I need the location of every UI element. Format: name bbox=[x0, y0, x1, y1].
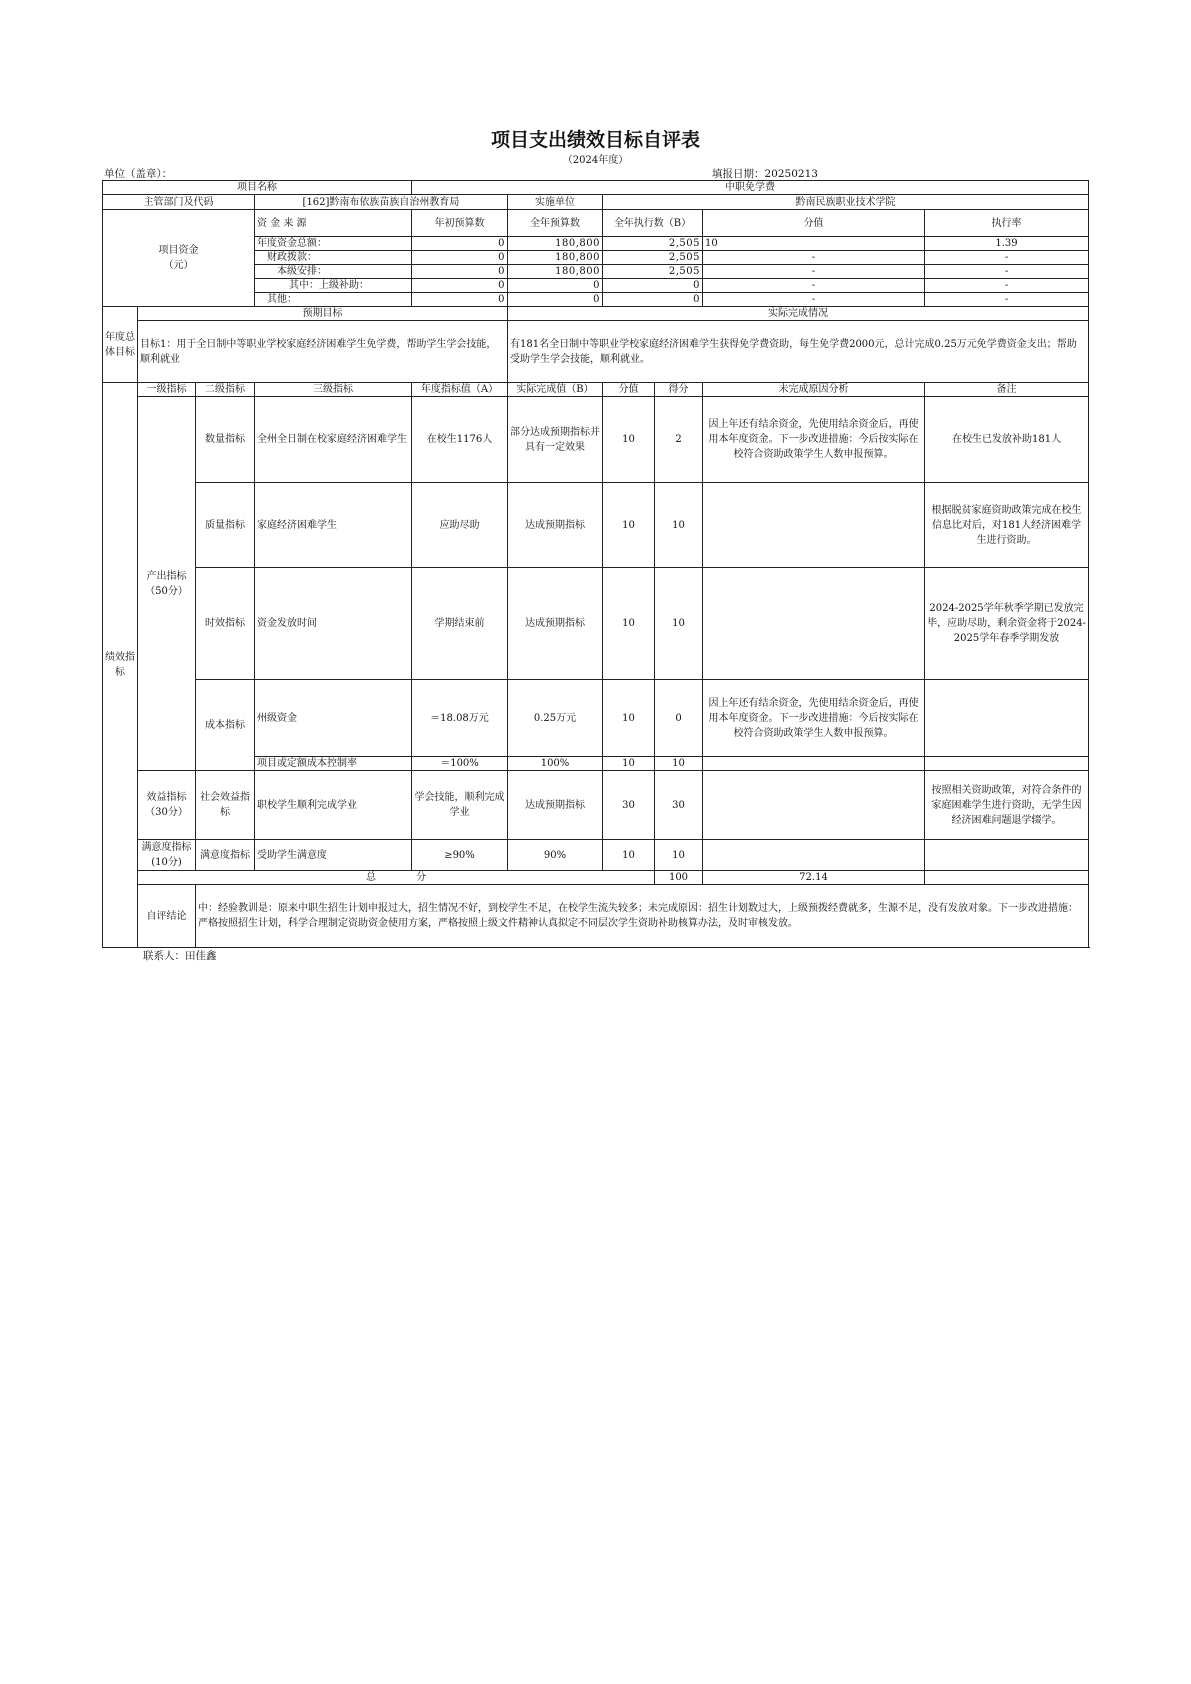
fund-executed: 2,505 bbox=[603, 265, 703, 279]
indicator-score: 10 bbox=[655, 757, 703, 771]
fund-score-value: - bbox=[703, 251, 925, 265]
impl-value: 黔南民族职业技术学院 bbox=[603, 195, 1089, 210]
fund-source: 其中：上级补助： bbox=[255, 279, 412, 293]
fund-initial: 0 bbox=[412, 293, 508, 307]
indicator-target: 在校生1176人 bbox=[412, 397, 508, 483]
fund-rate: - bbox=[925, 251, 1089, 265]
indicator-level2: 数量指标 bbox=[196, 397, 255, 483]
indicator-score: 2 bbox=[655, 397, 703, 483]
indicator-level2: 成本指标 bbox=[196, 680, 255, 771]
indicator-reason: 因上年还有结余资金，先使用结余资金后，再使用本年度资金。下一步改进措施：今后按实际在校符合资助政策学生人数申报预算。 bbox=[703, 680, 925, 757]
fund-source: 年度资金总额： bbox=[255, 237, 412, 251]
report-year: （2024年度） bbox=[562, 155, 629, 166]
indicator-target: ＝100% bbox=[412, 757, 508, 771]
benefit-indicator-label: 效益指标（30分） bbox=[138, 771, 196, 840]
fund-score-value: 10 bbox=[703, 237, 925, 251]
fund-score-value: - bbox=[703, 279, 925, 293]
indicator-level3: 家庭经济困难学生 bbox=[255, 483, 412, 568]
indicator-level3: 州级资金 bbox=[255, 680, 412, 757]
indicator-actual: 达成预期指标 bbox=[508, 568, 603, 680]
indicator-note bbox=[925, 840, 1089, 871]
indicator-actual: 达成预期指标 bbox=[508, 771, 603, 840]
indicator-note bbox=[925, 757, 1089, 771]
dept-value: [162]黔南布依族苗族自治州教育局 bbox=[255, 195, 508, 210]
total-reason-empty bbox=[925, 871, 1089, 885]
indicator-reason bbox=[703, 483, 925, 568]
indicator-note: 在校生已发放补助181人 bbox=[925, 397, 1089, 483]
annual-goal-label: 年度总体目标 bbox=[103, 307, 138, 383]
performance-table bbox=[102, 180, 1089, 948]
indicator-reason bbox=[703, 840, 925, 871]
indicator-score-value: 10 bbox=[603, 568, 655, 680]
indicator-level3: 全州全日制在校家庭经济困难学生 bbox=[255, 397, 412, 483]
indicator-note: 根据脱贫家庭资助政策完成在校生信息比对后，对181人经济困难学生进行资助。 bbox=[925, 483, 1089, 568]
indicator-actual: 0.25万元 bbox=[508, 680, 603, 757]
fund-source: 财政拨款： bbox=[255, 251, 412, 265]
indicator-level2: 满意度指标 bbox=[196, 840, 255, 871]
fund-rate: - bbox=[925, 265, 1089, 279]
indicator-reason bbox=[703, 771, 925, 840]
expected-goal-text: 目标1：用于全日制中等职业学校家庭经济困难学生免学费，帮助学生学会技能，顺利就业 bbox=[138, 321, 508, 383]
fund-executed: 2,505 bbox=[603, 237, 703, 251]
funds-header-initial: 年初预算数 bbox=[412, 210, 508, 237]
dept-label: 主管部门及代码 bbox=[103, 195, 255, 210]
contact-person: 联系人：田佳鑫 bbox=[143, 950, 217, 962]
indicator-note bbox=[925, 680, 1089, 757]
total-score: 72.14 bbox=[703, 871, 925, 885]
fund-source: 本级安排： bbox=[255, 265, 412, 279]
indicator-level3: 职校学生顺利完成学业 bbox=[255, 771, 412, 840]
indicator-target: ＝18.08万元 bbox=[412, 680, 508, 757]
indicator-header: 一级指标 bbox=[138, 383, 196, 397]
fund-rate: - bbox=[925, 293, 1089, 307]
indicator-note: 2024-2025学年秋季学期已发放完毕，应助尽助，剩余资金将于2024-2025学年春季学期发放 bbox=[925, 568, 1089, 680]
indicator-reason bbox=[703, 568, 925, 680]
conclusion-label: 自评结论 bbox=[138, 885, 196, 948]
funds-header-rate: 执行率 bbox=[925, 210, 1089, 237]
indicator-header: 三级指标 bbox=[255, 383, 412, 397]
fund-executed: 0 bbox=[603, 293, 703, 307]
indicator-header: 年度指标值（A） bbox=[412, 383, 508, 397]
indicator-header: 备注 bbox=[925, 383, 1089, 397]
indicator-level2: 社会效益指标 bbox=[196, 771, 255, 840]
indicator-reason bbox=[703, 757, 925, 771]
total-value: 100 bbox=[655, 871, 703, 885]
fill-date: 填报日期：20250213 bbox=[712, 168, 818, 180]
fund-annual: 180,800 bbox=[508, 265, 603, 279]
indicator-level3: 项目或定额成本控制率 bbox=[255, 757, 412, 771]
indicator-score: 0 bbox=[655, 680, 703, 757]
indicator-section-label: 绩效指标 bbox=[103, 383, 138, 948]
indicator-actual: 100% bbox=[508, 757, 603, 771]
indicator-level2: 质量指标 bbox=[196, 483, 255, 568]
fund-score-value: - bbox=[703, 265, 925, 279]
indicator-header: 得分 bbox=[655, 383, 703, 397]
indicator-score: 10 bbox=[655, 840, 703, 871]
indicator-score-value: 10 bbox=[603, 397, 655, 483]
indicator-score-value: 10 bbox=[603, 757, 655, 771]
satisfaction-indicator-label: 满意度指标(10分) bbox=[138, 840, 196, 871]
indicator-score-value: 10 bbox=[603, 680, 655, 757]
indicator-score-value: 30 bbox=[603, 771, 655, 840]
page-title: 项目支出绩效目标自评表 bbox=[490, 129, 700, 151]
fund-initial: 0 bbox=[412, 251, 508, 265]
indicator-score: 30 bbox=[655, 771, 703, 840]
funds-label: 项目资金 （元） bbox=[103, 210, 255, 307]
indicator-target: 学会技能，顺利完成学业 bbox=[412, 771, 508, 840]
indicator-actual: 部分达成预期指标并具有一定效果 bbox=[508, 397, 603, 483]
fund-annual: 0 bbox=[508, 279, 603, 293]
indicator-score: 10 bbox=[655, 483, 703, 568]
funds-header-annual: 全年预算数 bbox=[508, 210, 603, 237]
indicator-reason: 因上年还有结余资金，先使用结余资金后，再使用本年度资金。下一步改进措施：今后按实际在校符合资助政策学生人数申报预算。 bbox=[703, 397, 925, 483]
project-name: 中职免学费 bbox=[412, 181, 1089, 195]
impl-label: 实施单位 bbox=[508, 195, 603, 210]
actual-goal-text: 有181名全日制中等职业学校家庭经济困难学生获得免学费资助，每生免学费2000元，总计完成0.25万元免学费资金支出；帮助受助学生学会技能，顺利就业。 bbox=[508, 321, 1089, 383]
fund-rate: 1.39 bbox=[925, 237, 1089, 251]
fund-executed: 2,505 bbox=[603, 251, 703, 265]
indicator-header: 未完成原因分析 bbox=[703, 383, 925, 397]
indicator-actual: 90% bbox=[508, 840, 603, 871]
indicator-target: 应助尽助 bbox=[412, 483, 508, 568]
fund-initial: 0 bbox=[412, 279, 508, 293]
indicator-score-value: 10 bbox=[603, 483, 655, 568]
indicator-header: 分值 bbox=[603, 383, 655, 397]
indicator-header: 实际完成值（B） bbox=[508, 383, 603, 397]
indicator-level2: 时效指标 bbox=[196, 568, 255, 680]
fund-rate: - bbox=[925, 279, 1089, 293]
funds-header-executed: 全年执行数（B） bbox=[603, 210, 703, 237]
funds-header-score-value: 分值 bbox=[703, 210, 925, 237]
indicator-target: 学期结束前 bbox=[412, 568, 508, 680]
funds-header-source: 资 金 来 源 bbox=[255, 210, 412, 237]
total-label: 总 分 bbox=[138, 871, 655, 885]
actual-goal-label: 实际完成情况 bbox=[508, 307, 1089, 321]
indicator-score-value: 10 bbox=[603, 840, 655, 871]
output-indicator-label: 产出指标（50分） bbox=[138, 397, 196, 771]
indicator-level3: 受助学生满意度 bbox=[255, 840, 412, 871]
unit-label: 单位（盖章）： bbox=[104, 168, 173, 180]
fund-initial: 0 bbox=[412, 265, 508, 279]
fund-score-value: - bbox=[703, 293, 925, 307]
fund-source: 其他： bbox=[255, 293, 412, 307]
fund-annual: 180,800 bbox=[508, 251, 603, 265]
indicator-note: 按照相关资助政策，对符合条件的家庭困难学生进行资助，无学生因经济困难问题退学辍学。 bbox=[925, 771, 1089, 840]
indicator-level3: 资金发放时间 bbox=[255, 568, 412, 680]
expected-goal-label: 预期目标 bbox=[138, 307, 508, 321]
fund-annual: 0 bbox=[508, 293, 603, 307]
fund-annual: 180,800 bbox=[508, 237, 603, 251]
indicator-target: ≥90% bbox=[412, 840, 508, 871]
fund-initial: 0 bbox=[412, 237, 508, 251]
indicator-actual: 达成预期指标 bbox=[508, 483, 603, 568]
conclusion-text: 中：经验教训是：原来中职生招生计划申报过大，招生情况不好，到校学生不足，在校学生流失较多；未完成原因：招生计划数过大，上级预拨经费就多，生源不足，没有发放对象。下一步改进措施：严格按照招生计划，科学合理制定资助资金使用方案，严格按照上级文件精神认真拟定不同层次学生资助补助核算办法，及时审核发放。 bbox=[196, 885, 1089, 948]
project-name-label: 项目名称 bbox=[103, 181, 412, 195]
fund-executed: 0 bbox=[603, 279, 703, 293]
indicator-score: 10 bbox=[655, 568, 703, 680]
indicator-header: 二级指标 bbox=[196, 383, 255, 397]
